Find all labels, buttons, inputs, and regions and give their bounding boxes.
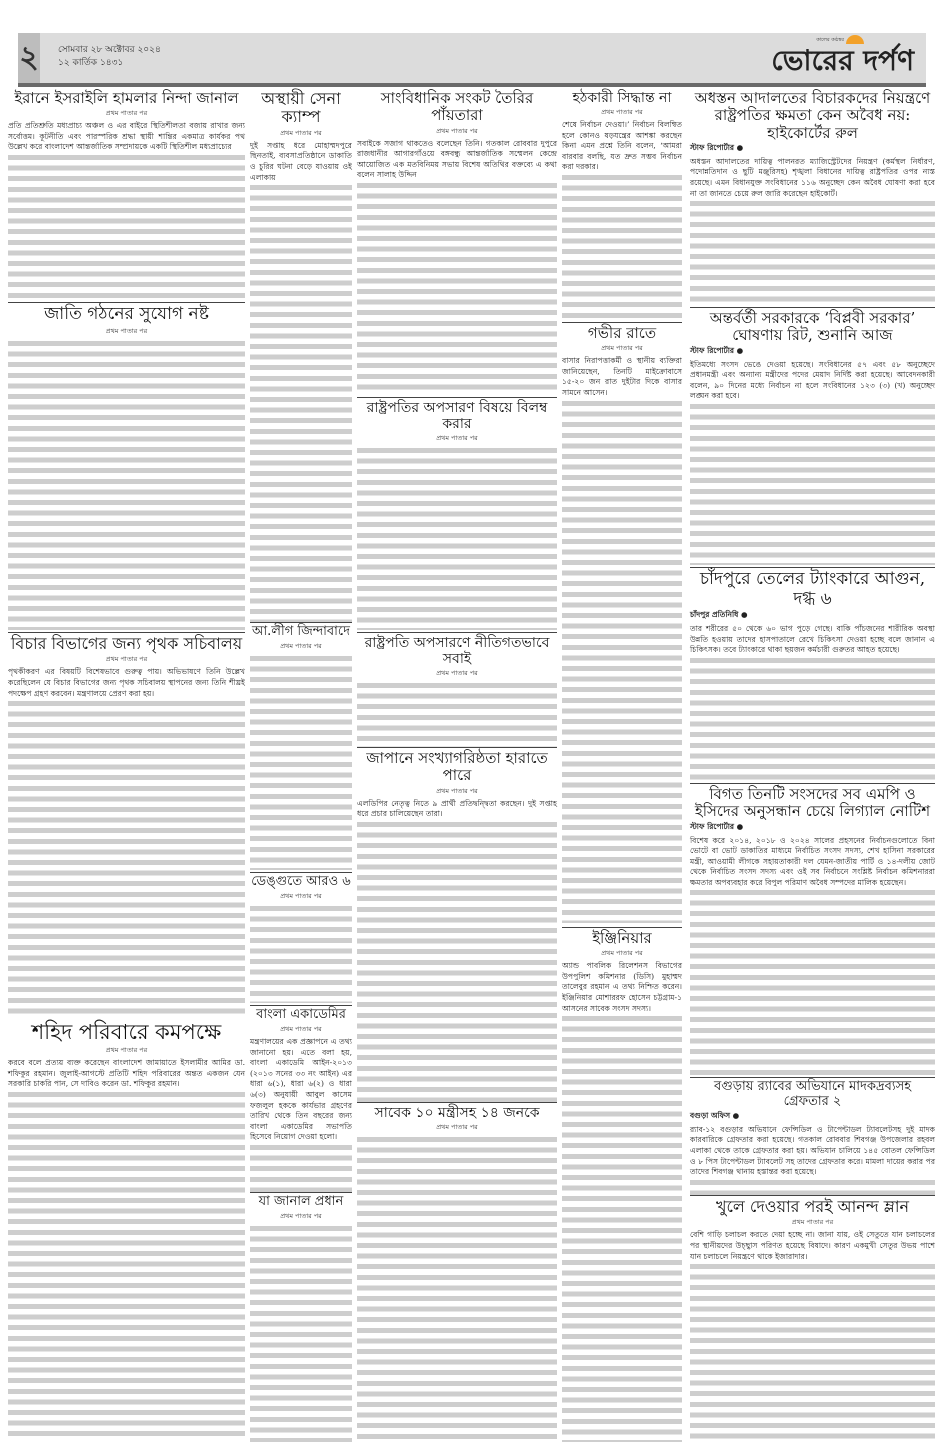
article-kicker: প্রথম পাতার পর [280, 641, 322, 650]
article-body: শেষে নির্বাচন দেওয়া।’ নির্বাচন বিলম্বিত হলে কোনও ষড়যন্ত্রের আশঙ্কা করছেন কিনা এমন প্রশ্নে তিনি বলেন, ‘আমরা বারবার বলছি, যত দ্রুত সম্ভব নির্বাচন করা দরকার। [562, 120, 682, 172]
article-kicker: প্রথম পাতার পর [436, 1123, 478, 1132]
article-kicker: প্রথম পাতার পর [436, 434, 478, 443]
article-headline[interactable]: অধস্তন আদালতের বিচারকদের নিয়ন্ত্রণে রাষ্ট্রপতির ক্ষমতা কেন অবৈধ নয়: হাইকোর্টের রুল [694, 89, 931, 142]
article-headline[interactable]: জাপানে সংখ্যাগরিষ্ঠতা হারাতে পারে [366, 749, 548, 785]
article-body: তার শরীরের ৫০ থেকে ৬০ ভাগ পুড়ে গেছে। বাকি পাঁচজনের শারীরিক অবস্থা উন্নতি হওয়ায় তাদের হাসপাতালে রেখে চিকিৎসা দেওয়া হচ্ছে বলে জানান এ চিকিৎসক। তবে ট্যাংকারে থাকা ছয়জন কর্মচারী গুরুতর আহত হয়েছে। [690, 624, 935, 655]
article-body: ইতিমধ্যে সংসদ ভেঙে দেওয়া হয়েছে। সংবিধানের ৫৭ এবং ৫৮ অনুচ্ছেদে প্রধানমন্ত্রী এবং অন্যান্য মন্ত্রীদের পদের মেয়াদ নির্দিষ্ট করা হয়েছে। আবেদনকারী বলেন, ৯০ দিনের মধ্যে নির্বাচন না হলে সংবিধানের ১২৩ (৩) (খ) অনুচ্ছেদ লঙ্ঘন করা হবে। [690, 359, 935, 401]
article-headline[interactable]: রাষ্ট্রপতি অপসারণে নীতিগতভাবে সবাই [364, 635, 550, 668]
article-headline[interactable]: অস্থায়ী সেনা ক্যাম্প [261, 89, 341, 127]
article-body: সবাইকে সজাগ থাকতেও বলেছেন তিনি। গতকাল রোববার দুপুরে রাজধানীর আগারগাঁওয়ে বঙ্গবন্ধু আন্তর্জাতিক সম্মেলন কেন্দ্রে আয়োজিত এক মতবিনিময় সভায় বিশেষ অতিথির বক্তব্যে এ কথা বলেন সালাহ উদ্দিন [357, 138, 557, 180]
article-body: অধস্তন আদালতের দায়িত্ব পালনরত ম্যাজিস্ট্রেটদের নিয়ন্ত্রণ (কর্মস্থল নির্ধারণ, পদোন্নতিদান ও ছুটি মঞ্জুরিসহ) শৃঙ্খলা বিধানের দায়িত্ব রাষ্ট্রপতির ওপর ন্যস্ত রয়েছে। এমন বিধানযুক্ত সংবিধানের ১১৬ অনুচ্ছেদ কেন অবৈধ ঘোষণা করা হবে না তা জানতে চেয়ে রুল জারি করেছেন হাইকোর্ট। [690, 156, 935, 198]
article-headline[interactable]: সাবেক ১০ মন্ত্রীসহ ১৪ জনকে [374, 1105, 540, 1121]
article [690, 786, 935, 1076]
article [250, 875, 352, 1003]
article-body: অ্যান্ড পাবলিক রিলেশনস বিভাগের উপপুলিশ কমিশনার (ডিসি) মুহাম্মদ তালেবুর রহমান এ তথ্য নিশ্চিত করেন। ইঞ্জিনিয়ার মোশাররফ হোসেন চট্টগ্রাম-১ আসনের সাবেক সংসদ সদস্য। [562, 961, 682, 1013]
body-text-lines [8, 153, 245, 302]
article-kicker: বগুড়া অফিস ● [690, 1110, 740, 1120]
body-text-lines [250, 1224, 352, 1442]
article-headline[interactable]: গভীর রাতে [587, 324, 657, 342]
article-body: প্রতি প্রতিশ্রুতি মধ্যপ্রাচ্য অঞ্চল ও এর বাইরে স্থিতিশীলতা বজায় রাখার জন্য সর্বোত্তম। কূটনীতি এবং পারস্পরিক শ্রদ্ধা স্থায়ী শান্তির একমাত্র কার্যকর পথ উল্লেখ করে বাংলাদেশ আন্তর্জাতিক সম্প্রদায়কে একটি স্থিতিশীল মধ্যপ্রাচ্যের [8, 121, 245, 152]
article [8, 305, 245, 630]
article-body: র‍্যাব-১২ বগুড়ার অভিযানে ফেন্সিডিল ও টাপেন্টাডল ট্যাবলেটসহ দুই মাদক কারবারিকে গ্রেফতার করা হয়েছে। গতকাল রোববার শিবগঞ্জ উপজেলার রহবল এলাকা থেকে তাকে গ্রেফতার করা হয়। অভিযান চালিয়ে ১৪৫ বোতল ফেন্সিডিল ও ৮ পিস টাপেন্টাডল ট্যাবলেট সহ তাদের গ্রেফতার করে। মামলা দায়ের করার পর তাদের শিবগঞ্জ থানায় হস্তান্তর করা হয়েছে। [690, 1124, 935, 1177]
body-text-lines [8, 339, 245, 630]
article [562, 325, 682, 923]
body-text-lines [357, 820, 557, 1102]
issue-date [58, 44, 161, 70]
article-kicker: স্টাফ রিপোর্টার ● [690, 345, 744, 355]
article-body: বেশি গাড়ি চলাচল করতে দেয়া হচ্ছে না। জানা যায়, ওই সেতুতে যান চলাচলের পর স্থানীয়দের উচ্ছ্বাস পরিণত হয়েছে বিষাদে। কারণ একমুখী সেতুর উভয় পাশে যান চলাচলে নিয়ন্ত্রণে থাকে ইজারাদার। [690, 1230, 935, 1261]
article-headline[interactable]: ইরানে ইসরাইলি হামলার নিন্দা জানাল [14, 89, 239, 107]
article [690, 310, 935, 565]
article-kicker: প্রথম পাতার পর [601, 344, 643, 353]
article-kicker: প্রথম পাতার পর [105, 655, 148, 664]
article [357, 90, 557, 395]
body-text-lines [357, 446, 557, 630]
article-kicker: স্টাফ রিপোর্টার ● [690, 142, 744, 152]
divider [357, 632, 557, 633]
article-kicker: প্রথম পাতার পর [601, 949, 643, 958]
article-headline[interactable]: অন্তর্বর্তী সরকারকে ‘বিপ্লবী সরকার’ ঘোষণায় রিট, শুনানি আজ [709, 309, 916, 345]
divider [690, 1077, 935, 1078]
article-body: মন্ত্রণালয়ের এক প্রজ্ঞাপনে এ তথ্য জানানো হয়। এতে বলা হয়, বাংলা একাডেমি আইন-২০১৩ (২০১৩ সনের ৩৩ নং আইন) এর ধারা ৬(১), ধারা ৬(২) ও ধারা ৬(৩) অনুযায়ী আবুল কাসেম ফজলুল হককে কার্যভার গ্রহণের তারিখ থেকে তিন বছরের জন্য বাংলা একাডেমির সভাপতি হিসেবে নিয়োগ দেওয়া হলো। [250, 1036, 352, 1142]
body-text-lines [690, 402, 935, 565]
divider [562, 322, 682, 323]
body-text-lines [8, 1090, 245, 1442]
body-text-lines [690, 1262, 935, 1442]
divider [357, 1102, 557, 1103]
article-kicker: প্রথম পাতার পর [280, 1024, 322, 1033]
article-headline[interactable]: বিগত তিনটি সংসদের সব এমপি ও ইসিদের অনুসন্ধান চেয়ে লিগ্যাল নোটিশ [694, 785, 931, 821]
article-kicker: প্রথম পাতার পর [436, 126, 478, 135]
article-headline[interactable]: বগুড়ায় র‍্যাবের অভিযানে মাদকদ্রব্যসহ গ্রেফতার ২ [713, 1079, 912, 1109]
body-text-lines [690, 1178, 935, 1195]
body-text-lines [357, 1135, 557, 1442]
divider [8, 302, 245, 303]
newspaper-logo [771, 37, 914, 77]
article-body: পৃথকীকরণ এর বিষয়টি বিশেষভাবে গুরুত্ব পায়। অভিভাষণে তিনি উল্লেখ করেছিলেন যে বিচার বিভাগের জন্য পৃথক সচিবালয় স্থাপনের জন্য তিনি শীঘ্রই পদক্ষেপ গ্রহণ করবেন। মন্ত্রণালয়ে প্রেরণ করা হয়। [8, 667, 245, 698]
article [250, 1008, 352, 1193]
logo-name: ভোরের দর্পণ [771, 44, 914, 77]
divider [250, 872, 352, 873]
body-text-lines [250, 1143, 352, 1193]
divider [8, 632, 245, 633]
body-text-lines [250, 904, 352, 1003]
body-text-lines [562, 1014, 682, 1442]
article-headline[interactable]: খুলে দেওয়ার পরই আনন্দ ম্লান [715, 1197, 910, 1216]
article [562, 930, 682, 1442]
article-kicker: প্রথম পাতার পর [280, 128, 322, 137]
body-text-lines [690, 888, 935, 1076]
divider [690, 783, 935, 784]
article [357, 750, 557, 1102]
body-text-lines [690, 656, 935, 782]
article [357, 635, 557, 747]
date-bengali: ১২ কার্তিক ১৪৩১ [58, 58, 124, 68]
article-kicker: প্রথম পাতার পর [791, 1218, 834, 1227]
divider [690, 307, 935, 308]
article-headline[interactable]: রাষ্ট্রপতির অপসারণ বিষয়ে বিলম্ব করার [366, 400, 548, 433]
article-kicker: প্রথম পাতার পর [105, 109, 148, 118]
body-text-lines [8, 699, 245, 1015]
body-text-lines [562, 399, 682, 923]
article-kicker: প্রথম পাতার পর [280, 1211, 322, 1220]
page-number: ২ [18, 33, 40, 83]
article-kicker: প্রথম পাতার পর [601, 108, 643, 117]
article [562, 90, 682, 322]
divider [250, 1005, 352, 1006]
article [8, 635, 245, 1015]
article-headline[interactable]: বাংলা একাডেমির [256, 1007, 346, 1022]
article-headline[interactable]: চাঁদপুরে তেলের ট্যাংকারে আগুন, দগ্ধ ৬ [699, 569, 926, 609]
article-headline[interactable]: জাতি গঠনের সুযোগ নষ্ট [44, 304, 209, 324]
body-text-lines [690, 199, 935, 305]
article-body: দুই সপ্তাহ ধরে মোহাম্মদপুরে ছিনতাই, ব্যবসাপ্রতিষ্ঠানে ডাকাতি ও চুরির ঘটনা বেড়ে যাওয়ায় ওই এলাকায় [250, 140, 352, 182]
article [357, 1105, 557, 1442]
divider [690, 567, 935, 568]
body-text-lines [357, 181, 557, 395]
article [690, 1198, 935, 1442]
article-kicker: প্রথম পাতার পর [280, 891, 322, 900]
article [690, 90, 935, 305]
article [250, 1195, 352, 1442]
body-text-lines [357, 681, 557, 747]
article-headline[interactable]: ইঞ্জিনিয়ার [592, 929, 652, 947]
divider [690, 1195, 935, 1196]
sun-icon [846, 35, 864, 44]
date-gregorian: সোমবার ২৮ অক্টোবর ২০২৪ [58, 45, 161, 55]
article-headline[interactable]: বিচার বিভাগের জন্য পৃথক সচিবালয় [10, 634, 243, 653]
article-kicker: চাঁদপুর প্রতিনিধি ● [690, 610, 748, 620]
body-text-lines [250, 654, 352, 870]
article [8, 90, 245, 302]
article-headline[interactable]: শহিদ পরিবারে কমপক্ষে [31, 1020, 222, 1044]
article-body: করবে বলে প্রত্যয় ব্যক্ত করেছেন বাংলাদেশ জামায়াতে ইসলামীর আমির ডা. শফিকুর রহমান। জুলাই-আগস্টে প্রতিটি শহিদ পরিবারের অন্তত একজন যেন সরকারি চাকরি পান, সে দাবিও করেন ডা. শফিকুর রহমান। [8, 1058, 245, 1089]
article-kicker: প্রথম পাতার পর [105, 326, 148, 335]
article-headline[interactable]: যা জানাল প্রধান [258, 1194, 344, 1209]
article-kicker: প্রথম পাতার পর [105, 1046, 148, 1055]
divider [357, 397, 557, 398]
article [357, 400, 557, 630]
article-kicker: স্টাফ রিপোর্টার ● [690, 821, 744, 831]
masthead [18, 33, 926, 87]
article-body: বাসার নিরাপত্তাকর্মী ও স্থানীয় ব্যক্তিরা জানিয়েছেন, তিনটি মাইক্রোবাসে ১৫-২০ জন রাত দুইটার দিকে বাসার সামনে আসেন। [562, 356, 682, 398]
article [690, 570, 935, 782]
article-headline[interactable]: হঠকারী সিদ্ধান্ত না [572, 90, 672, 106]
article [250, 90, 352, 622]
article-headline[interactable]: ডেঙ্গুতে আরও ৬ [251, 874, 351, 889]
logo-tagline: কালের কণ্ঠস্বর [816, 37, 844, 43]
article-body: বিশেষ করে ২০১৪, ২০১৮ ও ২০২৪ সালের প্রহসনের নির্বাচনগুলোতে বিনা ভোটে বা ভোট ডাকাতির মাধ্যমে নির্বাচিত সংসদ সদস্য, শেখ হাসিনা সরকারের মন্ত্রী, আওয়ামী লীগকে সহায়তাকারী দল যেমন-জাতীয় পার্টি ও ১৪-দলীয় জোট থেকে নির্বাচিত সংসদ সদস্য এবং ওই সব নির্বাচনে সংশ্লিষ্ট নির্বাচন কমিশনাররা ক্ষমতার অপব্যবহার করে বিপুল পরিমাণ অবৈধ সম্পদের মালিক হয়েছেন। [690, 835, 935, 887]
divider [250, 622, 352, 623]
article-headline[interactable]: সাংবিধানিক সংকট তৈরির পাঁয়তারা [380, 89, 534, 125]
article-body: এলডিপির নেতৃত্ব নিতে ৯ প্রার্থী প্রতিদ্বন্দ্বিতা করছেন। দুই সপ্তাহ ধরে প্রচার চালিয়েছেন তারা। [357, 798, 557, 819]
article [690, 1080, 935, 1195]
divider [357, 747, 557, 748]
article-kicker: প্রথম পাতার পর [436, 669, 478, 678]
divider [250, 1192, 352, 1193]
article [250, 625, 352, 870]
body-text-lines [250, 183, 352, 622]
article [8, 1020, 245, 1442]
body-text-lines [562, 173, 682, 322]
article-headline[interactable]: আ.লীগ জিন্দাবাদে [252, 624, 350, 639]
divider [562, 927, 682, 928]
article-kicker: প্রথম পাতার পর [436, 786, 478, 795]
